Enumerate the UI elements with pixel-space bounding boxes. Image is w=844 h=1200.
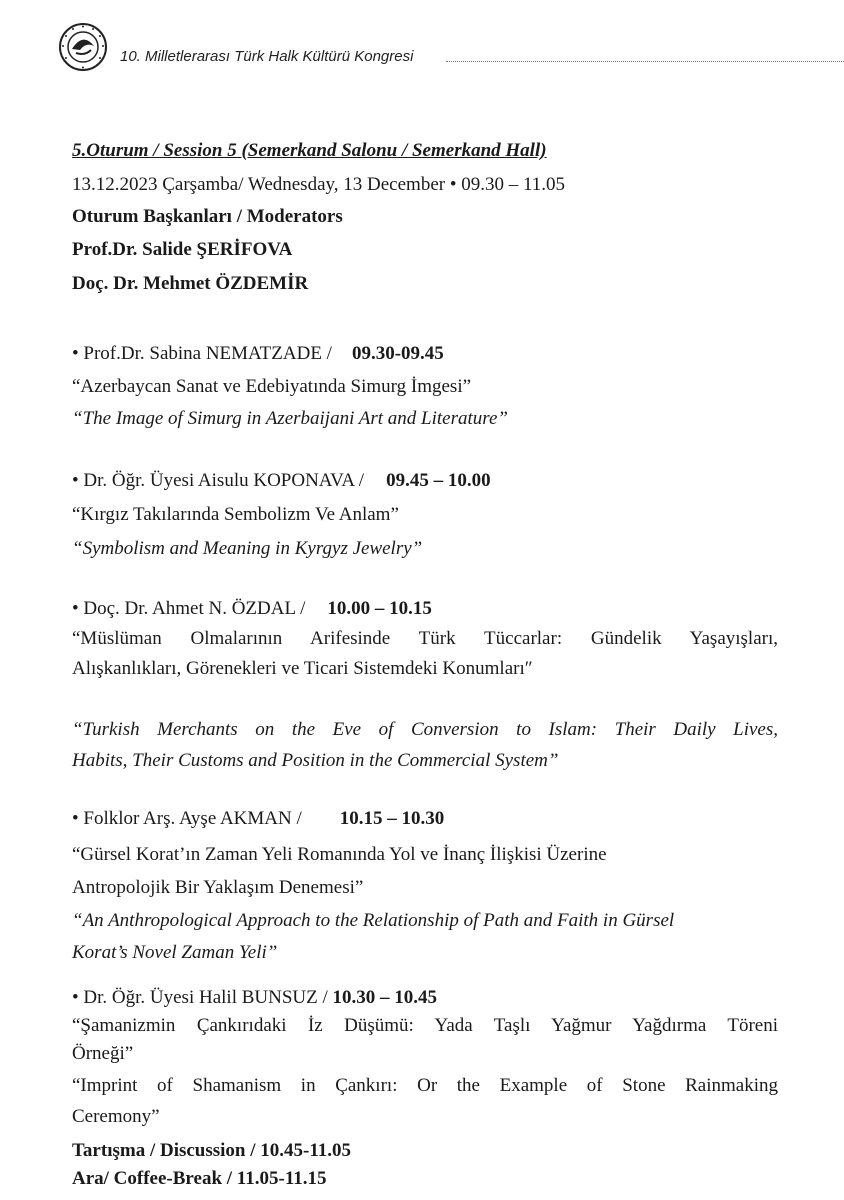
moderator-2: Doç. Dr. Mehmet ÖZDEMİR bbox=[72, 273, 309, 294]
talk-3-title-tr-2: Alışkanlıkları, Görenekleri ve Ticari Sistemdeki Konumları″ bbox=[72, 658, 533, 679]
coffee-break-line: Ara/ Coffee-Break / 11.05-11.15 bbox=[72, 1168, 327, 1189]
talk-1-title-en: “The Image of Simurg in Azerbaijani Art and Literature” bbox=[72, 408, 508, 429]
talk-5-title-en-2: Ceremony” bbox=[72, 1106, 160, 1127]
header-dotted-rule bbox=[446, 61, 844, 62]
talk-time: 09.30-09.45 bbox=[351, 343, 444, 364]
talk-5-title-en-1: “Imprint of Shamanism in Çankırı: Or the Example of Stone Rainmaking bbox=[72, 1075, 778, 1096]
talk-time: 10.00 – 10.15 bbox=[327, 598, 432, 619]
talk-4-speaker-line bbox=[72, 802, 444, 836]
talk-2-title-en: “Symbolism and Meaning in Kyrgyz Jewelry” bbox=[72, 538, 423, 559]
session-date: 13.12.2023 Çarşamba/ Wednesday, 13 December • 09.30 – 11.05 bbox=[72, 174, 566, 195]
talk-3-title-tr-1: “Müslüman Olmalarının Arifesinde Türk Tüccarlar: Gündelik Yaşayışları, bbox=[72, 628, 778, 649]
talk-speaker: • Dr. Öğr. Üyesi Aisulu KOPONAVA / bbox=[72, 470, 365, 491]
congress-emblem-icon bbox=[58, 22, 108, 72]
talk-3-speaker-line bbox=[72, 592, 432, 626]
session-title: 5.Oturum / Session 5 (Semerkand Salonu / Semerkand Hall) bbox=[72, 140, 547, 161]
talk-3-title-en-1: “Turkish Merchants on the Eve of Conversion to Islam: Their Daily Lives, bbox=[72, 719, 778, 740]
header-title: 10. Milletlerarası Türk Halk Kültürü Kongresi bbox=[120, 48, 414, 65]
talk-time: 09.45 – 10.00 bbox=[386, 470, 491, 491]
talk-4-title-tr-1: “Gürsel Korat’ın Zaman Yeli Romanında Yol ve İnanç İlişkisi Üzerine bbox=[72, 844, 607, 865]
moderators-label: Oturum Başkanları / Moderators bbox=[72, 206, 343, 227]
talk-5-title-tr-2: Örneği” bbox=[72, 1043, 134, 1064]
talk-5-title-tr-1: “Şamanizmin Çankırıdaki İz Düşümü: Yada Taşlı Yağmur Yağdırma Töreni bbox=[72, 1015, 778, 1036]
talk-4-title-en-2: Korat’s Novel Zaman Yeli” bbox=[72, 942, 278, 963]
talk-speaker: • Prof.Dr. Sabina NEMATZADE / bbox=[72, 343, 332, 364]
talk-time: 10.30 – 10.45 bbox=[332, 987, 438, 1008]
discussion-line: Tartışma / Discussion / 10.45-11.05 bbox=[72, 1140, 352, 1161]
talk-1-title-tr: “Azerbaycan Sanat ve Edebiyatında Simurg İmgesi” bbox=[72, 376, 472, 397]
talk-time: 10.15 – 10.30 bbox=[339, 808, 445, 829]
moderator-1: Prof.Dr. Salide ŞERİFOVA bbox=[72, 239, 293, 260]
talk-1-speaker-line bbox=[72, 337, 444, 371]
talk-4-title-tr-2: Antropolojik Bir Yaklaşım Denemesi” bbox=[72, 877, 364, 898]
talk-speaker: • Dr. Öğr. Üyesi Halil BUNSUZ / bbox=[72, 987, 328, 1008]
talk-3-title-en-2: Habits, Their Customs and Position in the Commercial System” bbox=[72, 750, 559, 771]
talk-4-title-en-1: “An Anthropological Approach to the Relationship of Path and Faith in Gürsel bbox=[72, 910, 675, 931]
talk-speaker: • Doç. Dr. Ahmet N. ÖZDAL / bbox=[72, 598, 306, 619]
page-header bbox=[58, 22, 798, 78]
talk-speaker: • Folklor Arş. Ayşe AKMAN / bbox=[72, 808, 302, 829]
talk-2-speaker-line bbox=[72, 464, 491, 498]
talk-2-title-tr: “Kırgız Takılarında Sembolizm Ve Anlam” bbox=[72, 504, 399, 525]
